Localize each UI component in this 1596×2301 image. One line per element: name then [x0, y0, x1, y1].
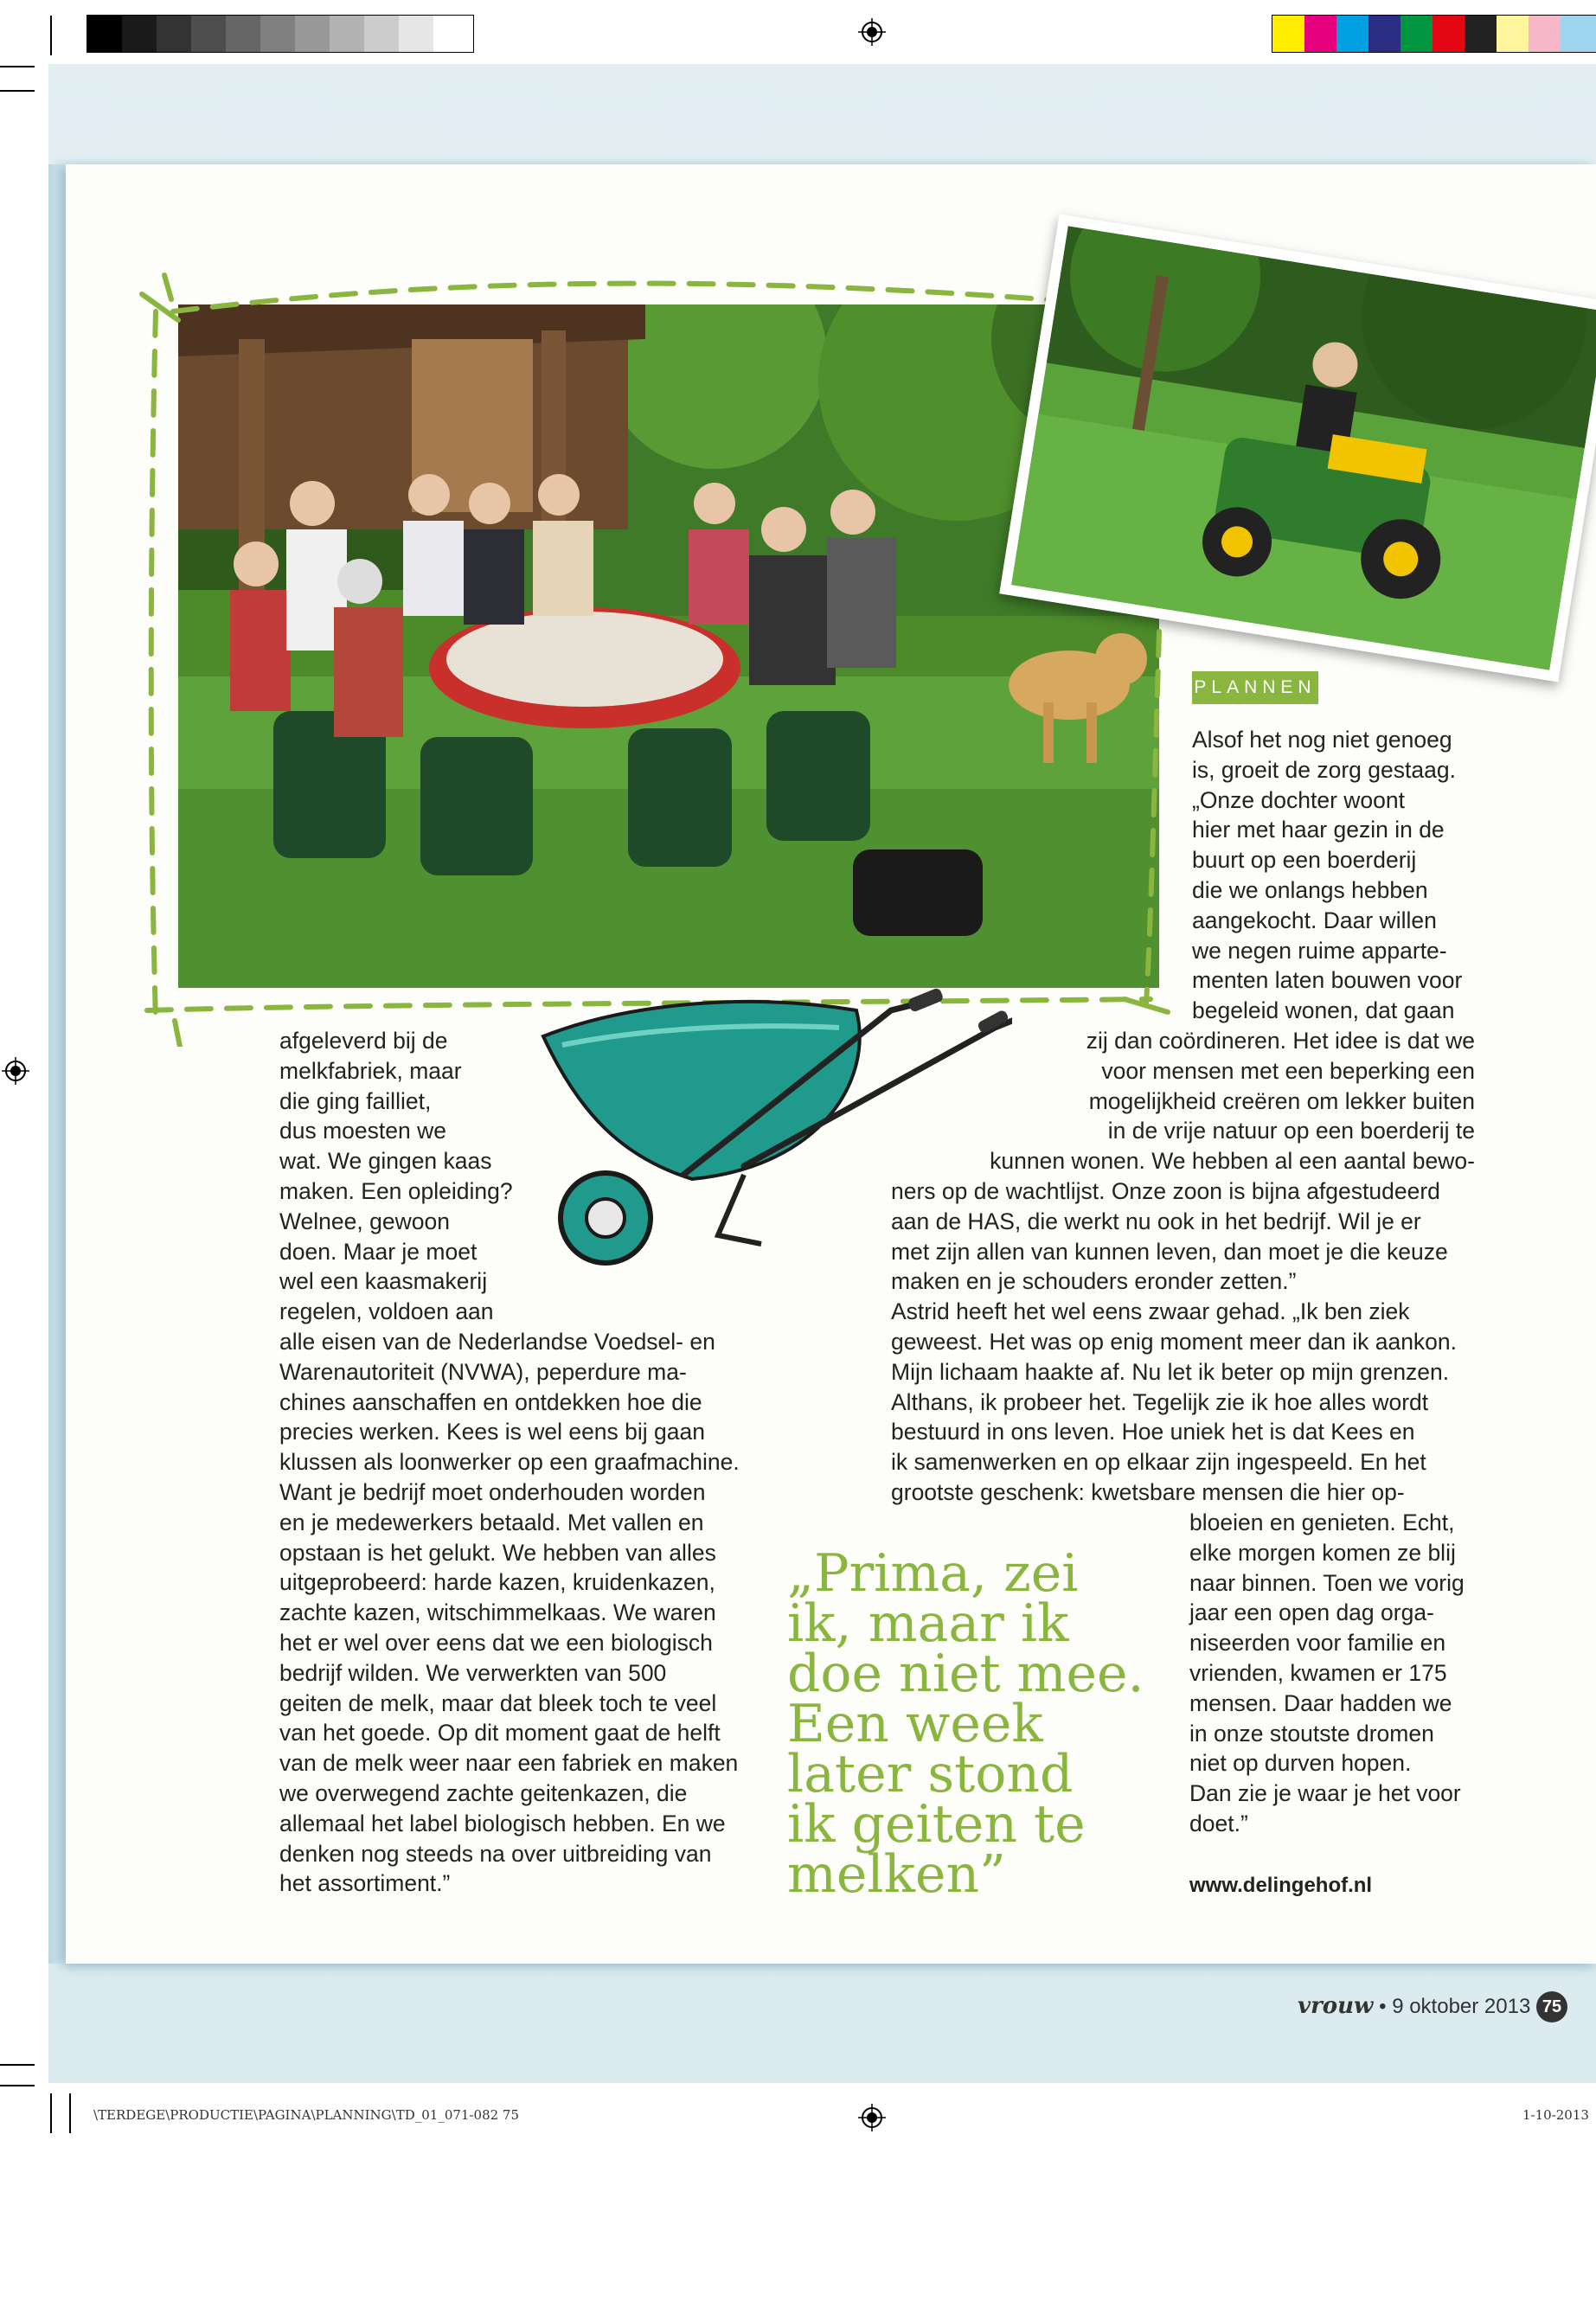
- text-line: precies werken. Kees is wel eens bij gaan: [279, 1419, 705, 1445]
- text-line: alle eisen van de Nederlandse Voedsel- en: [279, 1328, 715, 1355]
- text-line: Alsof het nog niet genoeg: [1192, 727, 1452, 753]
- text-line: maken. Een opleiding?: [279, 1177, 513, 1204]
- registration-mark: [858, 2104, 886, 2131]
- text-line: we overwegend zachte geitenkazen, die: [279, 1779, 688, 1806]
- text-line: en je medewerkers betaald. Met vallen en: [279, 1509, 704, 1535]
- text-line: denken nog steeds na over uitbreiding van: [279, 1840, 712, 1867]
- footer-separator: •: [1379, 1995, 1387, 2018]
- text-line: ners op de wachtlijst. Onze zoon is bijna afgestudeerd: [891, 1178, 1440, 1204]
- pull-quote: [787, 1543, 1144, 1905]
- quote-line: ik geiten te: [787, 1794, 1086, 1855]
- issue-date: 9 oktober 2013: [1392, 1995, 1531, 2018]
- text-line: wel een kaasmakerij: [279, 1268, 488, 1295]
- quote-line: later stond: [787, 1744, 1074, 1804]
- text-line: we negen ruime apparte-: [1192, 937, 1447, 964]
- text-line: van de melk weer naar een fabriek en maken: [279, 1750, 739, 1777]
- text-line: Warenautoriteit (NVWA), peperdure ma-: [279, 1358, 687, 1385]
- quote-line: melken”: [787, 1844, 1006, 1905]
- color-calibration-bar: [1272, 15, 1596, 53]
- text-line: van het goede. Op dit moment gaat de helft: [279, 1720, 721, 1747]
- registration-mark: [2, 1057, 29, 1085]
- text-line: elke morgen komen ze blij: [1189, 1539, 1456, 1566]
- crop-mark: [69, 2093, 71, 2133]
- page-number-badge: 75: [1536, 1991, 1567, 2022]
- text-line: zij dan coördineren. Het idee is dat we: [1086, 1028, 1475, 1054]
- text-line: „Onze dochter woont: [1192, 786, 1405, 813]
- text-line: chines aanschaffen en ontdekken hoe die: [279, 1388, 702, 1415]
- crop-mark: [0, 2064, 35, 2066]
- crop-mark: [0, 66, 35, 67]
- text-line: menten laten bouwen voor: [1192, 967, 1463, 994]
- crop-mark: [0, 90, 35, 92]
- text-line: uitgeprobeerd: harde kazen, kruidenkazen,: [279, 1569, 715, 1596]
- text-line: bloeien en genieten. Echt,: [1189, 1509, 1455, 1535]
- text-line: regelen, voldoen aan: [279, 1298, 494, 1325]
- text-line: Dan zie je waar je het voor: [1189, 1780, 1461, 1807]
- quote-line: doe niet mee.: [787, 1644, 1144, 1704]
- page-footer: [1298, 1993, 1530, 2019]
- text-line: hier met haar gezin in de: [1192, 817, 1445, 843]
- crop-mark: [0, 2085, 35, 2086]
- print-slug-date: 1-10-2013: [1522, 2107, 1589, 2123]
- crop-mark: [50, 2093, 52, 2133]
- text-line: Mijn lichaam haakte af. Nu let ik beter op mijn grenzen.: [891, 1358, 1450, 1385]
- text-line: vrienden, kwamen er 175: [1189, 1659, 1447, 1686]
- text-line: doen. Maar je moet: [279, 1238, 478, 1265]
- text-line: klussen als loonwerker op een graafmachine.: [279, 1449, 740, 1476]
- crop-mark: [50, 16, 52, 55]
- quote-line: Een week: [787, 1694, 1043, 1754]
- text-line: bedrijf wilden. We verwerkten van 500: [279, 1659, 667, 1686]
- right-column-top-text: [1192, 725, 1462, 1026]
- text-line: het assortiment.”: [279, 1870, 451, 1897]
- text-line: bestuurd in ons leven. Hoe uniek het is dat Kees en: [891, 1419, 1415, 1445]
- text-line: begeleid wonen, dat gaan: [1192, 997, 1455, 1024]
- text-line: doet.”: [1189, 1810, 1248, 1836]
- text-line: niseerden voor familie en: [1189, 1630, 1446, 1657]
- text-line: in de vrije natuur op een boerderij te: [1107, 1118, 1475, 1144]
- text-line: jaar een open dag orga-: [1189, 1599, 1434, 1626]
- right-column-wrap-text: [865, 1026, 1475, 1176]
- text-line: geiten de melk, maar dat bleek toch te veel: [279, 1689, 717, 1716]
- text-line: die we onlangs hebben: [1192, 876, 1428, 903]
- text-line: Althans, ik probeer het. Tegelijk zie ik hoe alles wordt: [891, 1388, 1429, 1415]
- text-line: dus moesten we: [279, 1118, 446, 1144]
- text-line: zachte kazen, witschimmelkaas. We waren: [279, 1599, 716, 1626]
- text-line: met zijn allen van kunnen leven, dan moet je die keuze: [891, 1238, 1448, 1265]
- quote-line: ik, maar ik: [787, 1593, 1069, 1654]
- text-line: buurt op een boerderij: [1192, 847, 1417, 874]
- text-line: wat. We gingen kaas: [279, 1148, 492, 1175]
- text-line: grootste geschenk: kwetsbare mensen die hier op-: [891, 1478, 1405, 1505]
- section-label: PLANNEN: [1192, 671, 1318, 704]
- text-line: mogelijkheid creëren om lekker buiten: [1088, 1087, 1475, 1114]
- text-line: die ging failliet,: [279, 1087, 432, 1114]
- left-column-text: [279, 1026, 740, 1899]
- text-line: mensen. Daar hadden we: [1189, 1689, 1452, 1716]
- text-line: melkfabriek, maar: [279, 1057, 462, 1084]
- quote-line: „Prima, zei: [787, 1543, 1079, 1604]
- text-line: het er wel over eens dat we een biologisch: [279, 1629, 713, 1656]
- text-line: in onze stoutste dromen: [1189, 1720, 1434, 1747]
- text-line: geweest. Het was op enig moment meer dan ik aankon.: [891, 1328, 1458, 1355]
- magazine-brand: vrouw: [1298, 1993, 1374, 2019]
- text-line: Astrid heeft het wel eens zwaar gehad. „Ik ben ziek: [891, 1298, 1410, 1325]
- text-line: Want je bedrijf moet onderhouden worden: [279, 1478, 706, 1505]
- website-link[interactable]: www.delingehof.nl: [1189, 1874, 1373, 1897]
- text-line: opstaan is het gelukt. We hebben van alles: [279, 1539, 716, 1566]
- text-line: naar binnen. Toen we vorig: [1189, 1569, 1465, 1596]
- print-slug-path: \TERDEGE\PRODUCTIE\PAGINA\PLANNING\TD_01_071-082 75: [93, 2107, 520, 2123]
- text-line: Welnee, gewoon: [279, 1208, 450, 1234]
- text-line: maken en je schouders eronder zetten.”: [891, 1268, 1297, 1295]
- right-column-bottom-text: [1189, 1508, 1465, 1839]
- text-line: is, groeit de zorg gestaag.: [1192, 756, 1456, 783]
- grayscale-calibration-bar: [87, 15, 474, 53]
- registration-mark: [858, 18, 886, 46]
- text-line: afgeleverd bij de: [279, 1028, 448, 1054]
- text-line: niet op durven hopen.: [1189, 1750, 1412, 1777]
- text-line: kunnen wonen. We hebben al een aantal bewo-: [990, 1148, 1475, 1175]
- right-column-main-text: [891, 1176, 1457, 1508]
- text-line: aangekocht. Daar willen: [1192, 907, 1437, 933]
- text-line: ik samenwerken en op elkaar zijn ingespeeld. En het: [891, 1449, 1426, 1476]
- text-line: voor mensen met een beperking een: [1101, 1057, 1475, 1084]
- text-line: allemaal het label biologisch hebben. En we: [279, 1810, 726, 1836]
- text-line: aan de HAS, die werkt nu ook in het bedrijf. Wil je er: [891, 1208, 1421, 1234]
